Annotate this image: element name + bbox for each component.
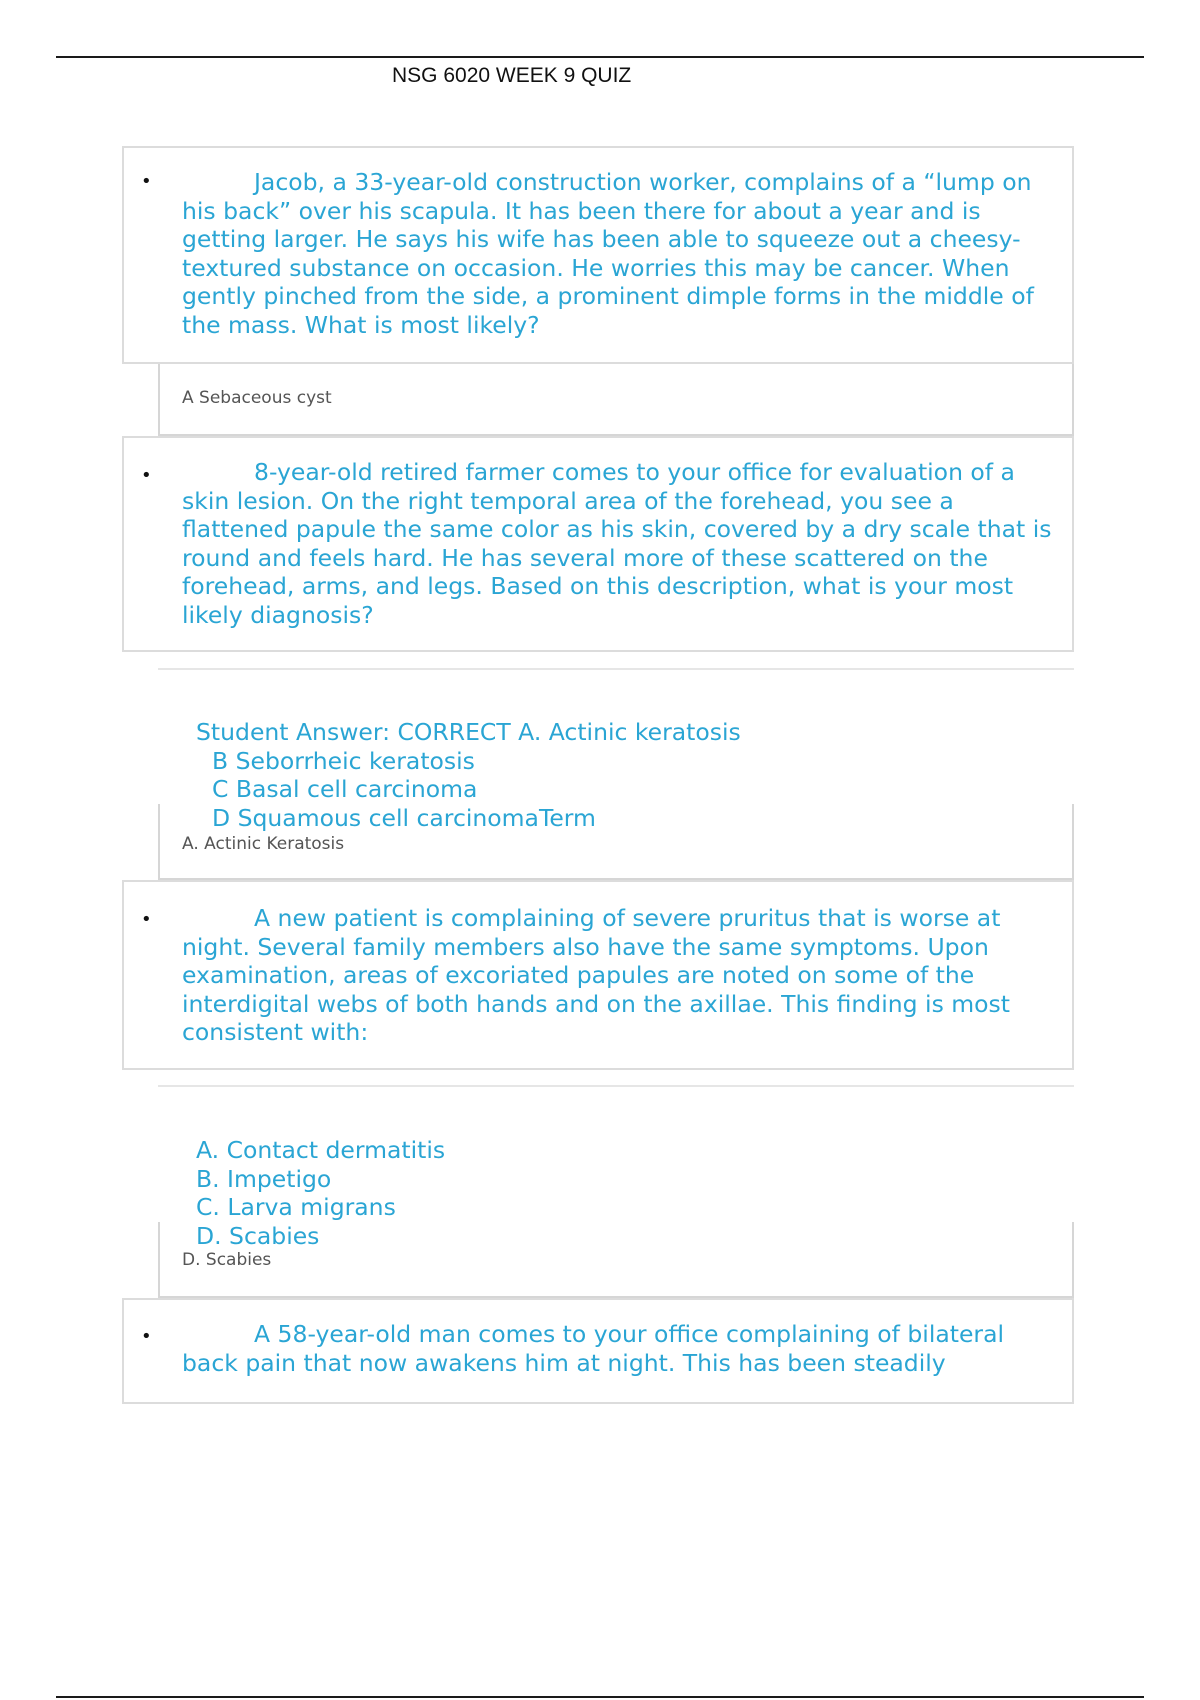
question-card — [122, 1298, 1074, 1404]
question-card — [122, 436, 1074, 652]
answer-text: A. Actinic Keratosis — [182, 834, 345, 854]
choice-list — [196, 718, 741, 832]
bullet: • — [141, 171, 152, 192]
student-answer: Student Answer: CORRECT A. Actinic keratosis — [196, 718, 741, 746]
answer-text: D. Scabies — [182, 1250, 272, 1270]
header-rule — [56, 56, 1144, 58]
bullet: • — [141, 909, 152, 930]
question-text: A new patient is complaining of severe pruritus that is worse at night. Several family members also have the same symptoms. Upon examination, areas of excoriated papules are noted on some of the interdigital webs of both hands and on the axillae. This finding is most consistent with: — [182, 904, 1011, 1046]
question-card — [122, 146, 1074, 364]
choice-item: D. Scabies — [196, 1221, 320, 1250]
divider — [158, 668, 1074, 670]
document-title: NSG 6020 WEEK 9 QUIZ — [392, 64, 632, 87]
divider — [158, 1085, 1074, 1087]
choice-item: A. Contact dermatitis — [196, 1136, 446, 1164]
choice-list — [196, 1136, 445, 1250]
question-text: 8-year-old retired farmer comes to your office for evaluation of a skin lesion. On the right temporal area of the forehead, you see a flattened papule the same color as his skin, covered by a dry scale that is round and feels hard. He has several more of these scattered on the forehead, arms, and legs. Based on this description, what is your most likely diagnosis? — [182, 458, 1052, 629]
choice-item: C Basal cell carcinoma — [212, 775, 478, 803]
question-text: A 58-year-old man comes to your office complaining of bilateral back pain that now awakens him at night. This has been steadily — [182, 1320, 1005, 1377]
answer-card — [158, 364, 1074, 436]
choice-item: B Seborrheic keratosis — [212, 746, 475, 775]
question-card — [122, 880, 1074, 1070]
question-text: Jacob, a 33-year-old construction worker, complains of a “lump on his back” over his scapula. It has been there for about a year and is getting larger. He says his wife has been able to squeeze out a cheesy-textured substance on occasion. He worries this may be cancer. When gently pinched from the side, a prominent dimple forms in the middle of the mass. What is most likely? — [182, 168, 1034, 339]
footer-rule — [56, 1696, 1144, 1698]
choice-item: D Squamous cell carcinomaTerm — [212, 803, 596, 832]
answer-text: A Sebaceous cyst — [182, 388, 332, 408]
bullet: • — [141, 465, 152, 486]
choice-item: C. Larva migrans — [196, 1193, 396, 1221]
bullet: • — [141, 1326, 152, 1347]
choice-item: B. Impetigo — [196, 1164, 332, 1193]
